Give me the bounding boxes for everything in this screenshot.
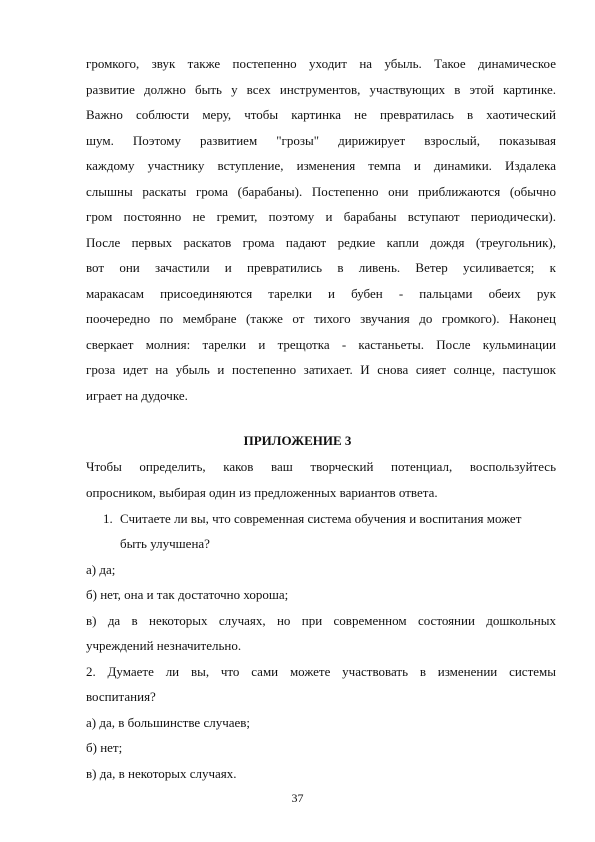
paragraph-line: маракасам присоединяются тарелки и бубен - пальцами обеих рук bbox=[86, 286, 556, 301]
question-1-answer-c-cont: учреждений незначительно. bbox=[86, 638, 242, 653]
question-1-answer-a: а) да; bbox=[86, 562, 116, 577]
paragraph-line: играет на дудочке. bbox=[86, 388, 188, 403]
question-1-answer-b: б) нет, она и так достаточно хороша; bbox=[86, 587, 289, 602]
question-2-answer-c: в) да, в некоторых случаях. bbox=[86, 766, 237, 781]
question-2-text: 2. Думаете ли вы, что сами можете участвовать в изменении системы bbox=[86, 664, 556, 679]
paragraph-line: сверкает молния: тарелки и трещотка - кастаньеты. После кульминации bbox=[86, 337, 556, 352]
question-1-text: Считаете ли вы, что современная система обучения и воспитания может bbox=[120, 511, 522, 526]
paragraph-line: гроза идет на убыль и постепенно затихает. И снова сияет солнце, пастушок bbox=[86, 362, 556, 377]
appendix-title: ПРИЛОЖЕНИЕ 3 bbox=[243, 433, 352, 448]
paragraph-line: слышны раскаты грома (барабаны). Постепенно они приближаются (обычно bbox=[86, 184, 556, 199]
question-1-number: 1. bbox=[103, 511, 113, 526]
paragraph-line: Важно соблюсти меру, чтобы картинка не превратилась в хаотический bbox=[86, 107, 556, 122]
intro-line: Чтобы определить, каков ваш творческий потенциал, воспользуйтесь bbox=[86, 459, 556, 474]
intro-line: опросником, выбирая один из предложенных вариантов ответа. bbox=[86, 485, 438, 500]
page-number: 37 bbox=[291, 791, 304, 805]
paragraph-line: развитие должно быть у всех инструментов, участвующих в этой картинке. bbox=[86, 82, 556, 97]
question-1-answer-c: в) да в некоторых случаях, но при современном состоянии дошкольных bbox=[86, 613, 556, 628]
paragraph-line: поочередно по мембране (также от тихого звучания до громкого). Наконец bbox=[86, 311, 556, 326]
question-1-text: быть улучшена? bbox=[120, 536, 210, 551]
question-2-answer-a: а) да, в большинстве случаев; bbox=[86, 715, 251, 730]
paragraph-line: гром постоянно не гремит, поэтому и барабаны вступают периодически). bbox=[86, 209, 556, 224]
paragraph-line: шум. Поэтому развитием "грозы" дирижирует взрослый, показывая bbox=[86, 133, 556, 148]
paragraph-line: После первых раскатов грома падают редкие капли дождя (треугольник), bbox=[86, 235, 556, 250]
paragraph-line: каждому участнику вступление, изменения темпа и динамики. Издалека bbox=[86, 158, 556, 173]
question-2-text: воспитания? bbox=[86, 689, 156, 704]
paragraph-line: вот они зачастили и превратились в ливень. Ветер усиливается; к bbox=[86, 260, 556, 275]
question-2-answer-b: б) нет; bbox=[86, 740, 123, 755]
paragraph-line: громкого, звук также постепенно уходит на убыль. Такое динамическое bbox=[86, 56, 556, 71]
